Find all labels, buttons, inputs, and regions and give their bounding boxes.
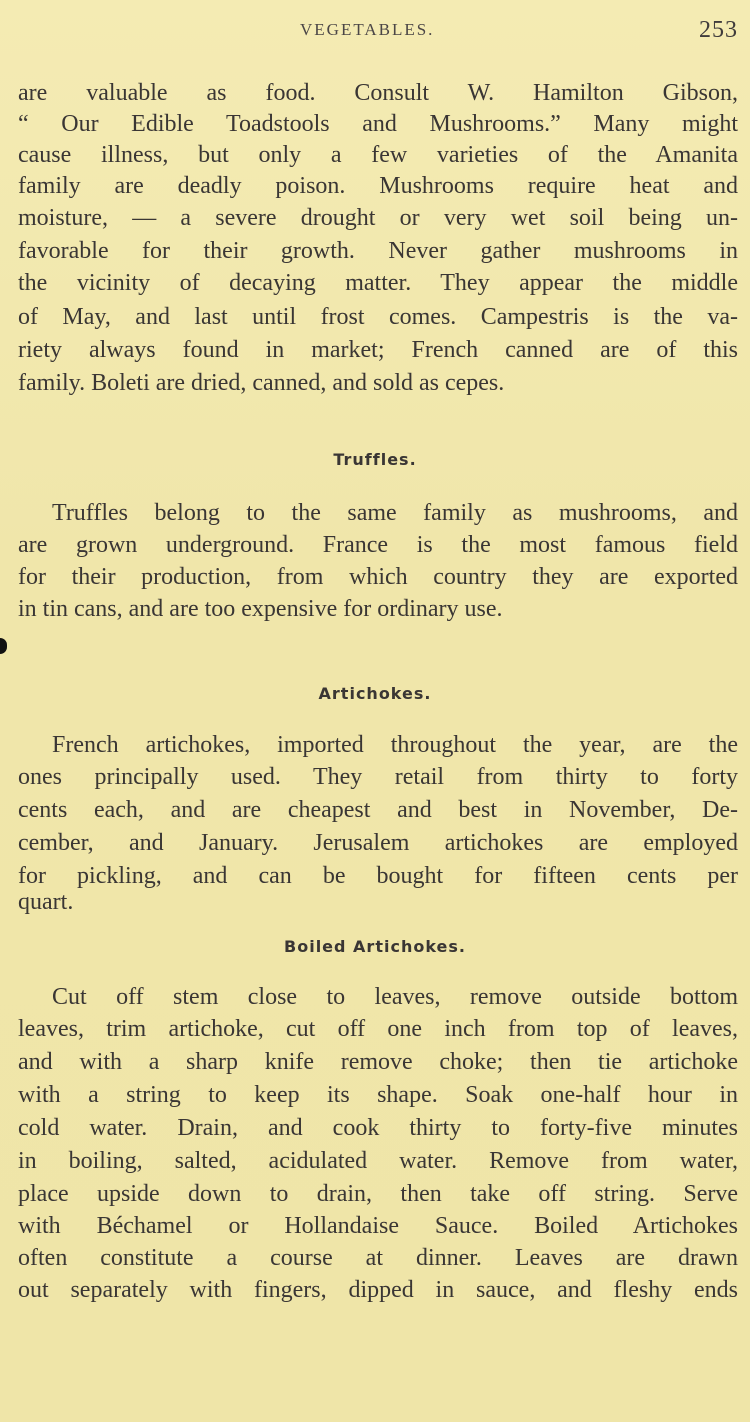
boiled-artichokes-heading: Boiled Artichokes. <box>284 937 466 956</box>
text-line: cause illness, but only a few varieties of the Amanita <box>18 142 738 168</box>
text-line: Cut off stem close to leaves, remove outside bottom <box>52 984 738 1010</box>
text-line: are valuable as food. Consult W. Hamilton Gibson, <box>18 80 738 106</box>
text-line: are grown underground. France is the most famous field <box>18 532 738 558</box>
text-line: often constitute a course at dinner. Leaves are drawn <box>18 1245 738 1271</box>
text-line: French artichokes, imported throughout the year, are the <box>52 732 738 758</box>
artichokes-heading: Artichokes. <box>318 684 432 703</box>
text-line: “ Our Edible Toadstools and Mushrooms.” Many might <box>18 111 738 137</box>
text-line: family are deadly poison. Mushrooms require heat and <box>18 173 738 199</box>
text-line: place upside down to drain, then take off string. Serve <box>18 1181 738 1207</box>
text-line: for pickling, and can be bought for fifteen cents per <box>18 863 738 889</box>
text-line: cents each, and are cheapest and best in November, De- <box>18 797 738 823</box>
running-head: VEGETABLES. <box>300 20 435 39</box>
text-line: the vicinity of decaying matter. They appear the middle <box>18 270 738 296</box>
text-line: ones principally used. They retail from thirty to forty <box>18 764 738 790</box>
text-line: in tin cans, and are too expensive for ordinary use. <box>18 596 503 622</box>
text-line: for their production, from which country they are exported <box>18 564 738 590</box>
text-line: cold water. Drain, and cook thirty to forty-five minutes <box>18 1115 738 1141</box>
text-line: and with a sharp knife remove choke; then tie artichoke <box>18 1049 738 1075</box>
text-line: riety always found in market; French canned are of this <box>18 337 738 363</box>
text-line: favorable for their growth. Never gather mushrooms in <box>18 238 738 264</box>
text-line: in boiling, salted, acidulated water. Remove from water, <box>18 1148 738 1174</box>
text-line: with Béchamel or Hollandaise Sauce. Boiled Artichokes <box>18 1213 738 1239</box>
text-line: quart. <box>18 889 74 915</box>
text-line: Truffles belong to the same family as mushrooms, and <box>52 500 738 526</box>
text-line: of May, and last until frost comes. Campestris is the va- <box>18 304 738 330</box>
margin-mark <box>0 638 7 654</box>
text-line: out separately with fingers, dipped in sauce, and fleshy ends <box>18 1277 738 1303</box>
text-line: family. Boleti are dried, canned, and sold as cepes. <box>18 370 505 396</box>
truffles-heading: Truffles. <box>333 450 417 469</box>
page-number: 253 <box>699 17 738 43</box>
text-line: cember, and January. Jerusalem artichokes are employed <box>18 830 738 856</box>
text-line: leaves, trim artichoke, cut off one inch from top of leaves, <box>18 1016 738 1042</box>
text-line: moisture, — a severe drought or very wet soil being un- <box>18 205 738 231</box>
text-line: with a string to keep its shape. Soak one-half hour in <box>18 1082 738 1108</box>
